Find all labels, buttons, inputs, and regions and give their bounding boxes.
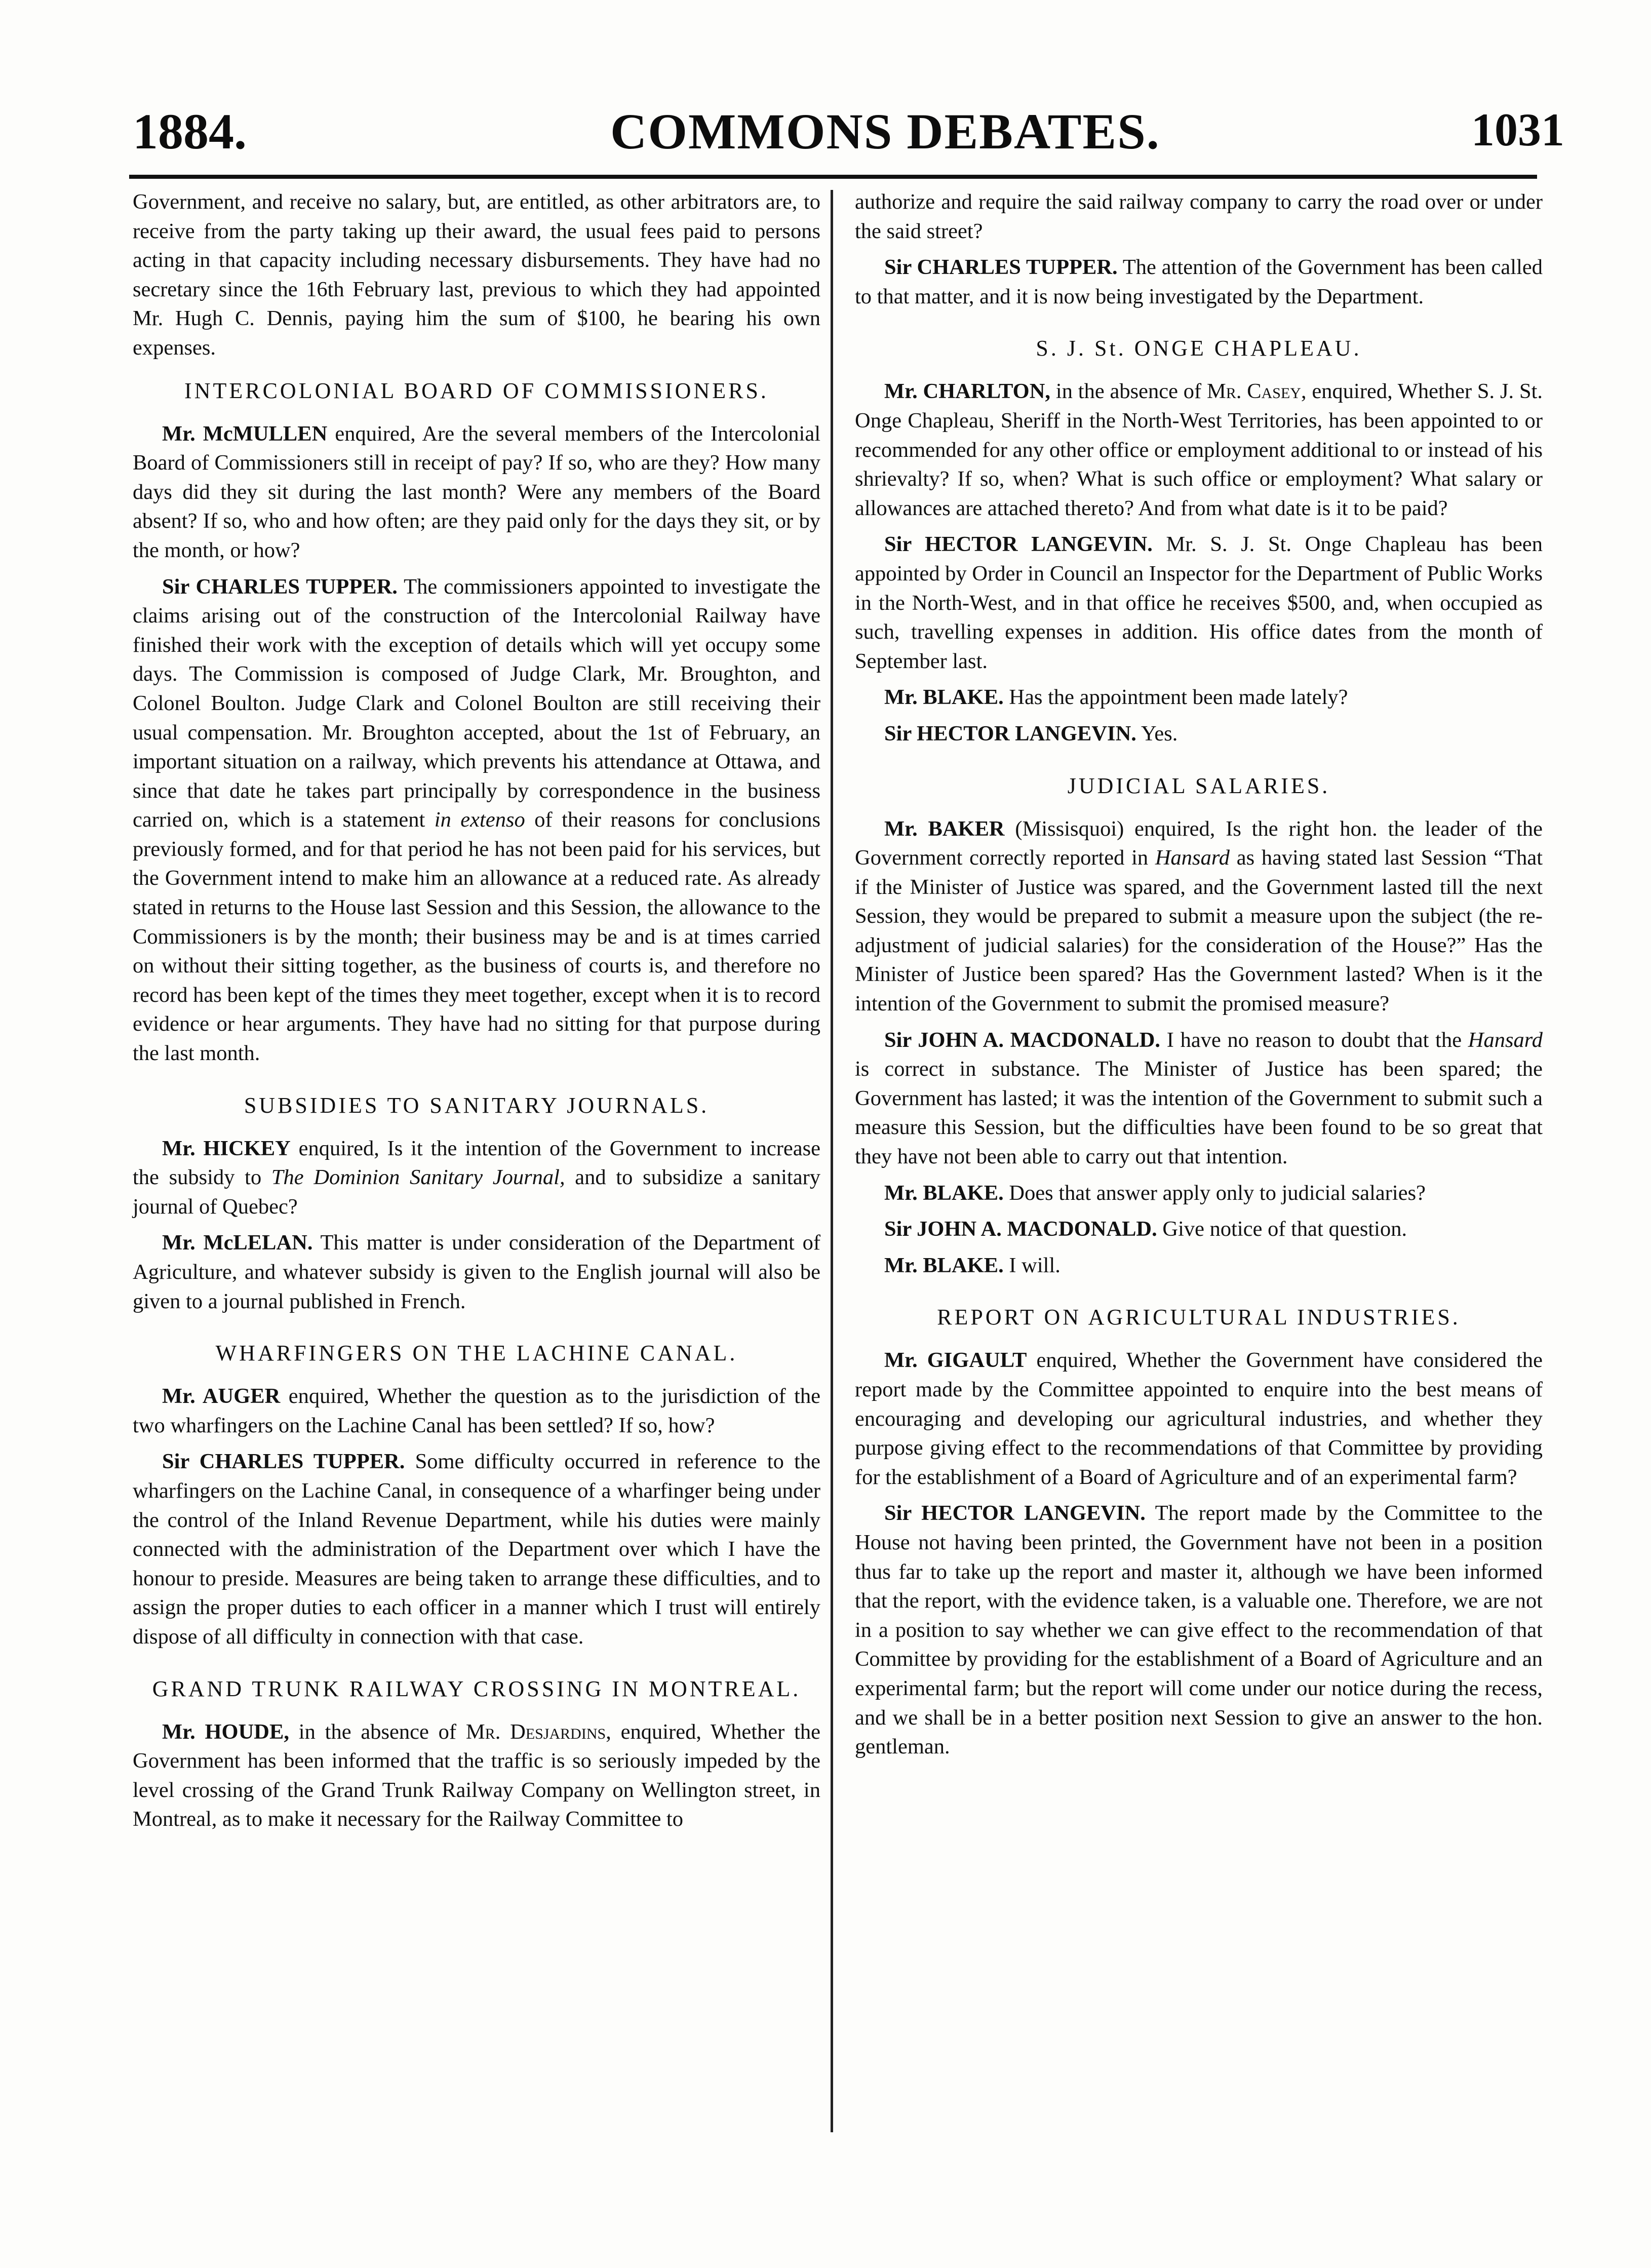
header-title: COMMONS DEBATES. (610, 103, 1160, 160)
paragraph-text: I have no reason to doubt that the (1166, 1028, 1462, 1052)
paragraph-text: enquired, Whether S. J. St. Onge Chapleau, Sheriff in the North-West Territories, has been appointed to or recommended for any other office or employment additional to or instead of his shrievalty? If so, when? What is such office or employment? What salary or allowances are attached thereto? And from what date is it to be paid? (855, 379, 1543, 520)
paragraph-text: Does that answer apply only to judicial salaries? (1009, 1181, 1426, 1205)
paragraph (133, 1134, 820, 1222)
paragraph-text: Has the appointment been made lately? (1009, 685, 1348, 710)
speaker-name: Sir HECTOR LANGEVIN. (884, 1501, 1146, 1526)
paragraph (133, 1228, 820, 1316)
small-caps-name: Mr. Casey, (1207, 379, 1307, 404)
paragraph-text: enquired, Are the several members of the Intercolonial Board of Commissioners still in receipt of pay? If so, who are they? How many days did they sit during the last month? Were any members of the Board absent? If so, who and how often; are they paid only for the days they sit, or by the month, or how? (133, 421, 821, 562)
section-heading: WHARFINGERS ON THE LACHINE CANAL. (215, 1341, 738, 1366)
paragraph-text: Some difficulty occurred in reference to the wharfingers on the Lachine Canal, in consequence of a wharfinger being under the control of the Inland Revenue Department, while his duties were mainly connected with the administration of the Department over which I have the honour to preside. Measures are being taken to arrange these difficulties, and to assign the proper duties to each officer in a manner which I trust will entirely dispose of all difficulty in connection with that case. (133, 1450, 820, 1649)
paragraph-text: enquired, Whether the Government has been informed that the traffic is so seriously impeded by the level crossing of the Grand Trunk Railway Company on Wellington street, in Montreal, as to make it necessary for the Railway Committee to (133, 1719, 821, 1831)
paragraph (855, 814, 1543, 1019)
italic-text: in extenso (434, 808, 525, 832)
paragraph-text: (Missisquoi) enquired, Is the right hon. the leader of the Government correctly reported in (855, 816, 1543, 870)
header-rule (129, 175, 1537, 179)
speaker-name: Sir CHARLES TUPPER. (162, 574, 398, 599)
speaker-name: Mr. HOUDE, (162, 1719, 289, 1744)
italic-text: The Dominion Sanitary Journal, (271, 1165, 565, 1190)
paragraph-text: enquired, Is it the intention of the Government to increase the subsidy to (133, 1136, 820, 1190)
small-caps-name: Mr. Desjardins, (465, 1719, 611, 1744)
paragraph (133, 1447, 820, 1651)
paragraph (855, 187, 1543, 246)
speaker-name: Sir JOHN A. MACDONALD. (884, 1028, 1161, 1052)
paragraph-text: authorize and require the said railway company to carry the road over or under the said street? (855, 190, 1543, 243)
paragraph (133, 1382, 820, 1440)
column-divider (831, 190, 833, 2132)
paragraph (855, 530, 1543, 676)
section-heading: GRAND TRUNK RAILWAY CROSSING IN MONTREAL. (152, 1676, 801, 1701)
left-column (133, 187, 820, 1841)
paragraph (855, 1346, 1543, 1492)
paragraph (855, 719, 1543, 749)
header-page-number: 1031 (1471, 104, 1564, 155)
paragraph-text: enquired, Whether the question as to the jurisdiction of the two wharfingers on the Lachine Canal has been settled? If so, how? (133, 1384, 821, 1437)
speaker-name: Sir HECTOR LANGEVIN. (884, 721, 1136, 746)
paragraph-text: of their reasons for conclusions previously formed, and for that period he has not been paid for his services, but the Government intend to make him an allowance at a reduced rate. As already stated in returns to the House last Session and this Session, the allowance to the Commissioners is by the month; their business may be and is at times carried on without their sitting together, as the business of courts is, and therefore no record has been kept of the times they meet together, except when it is to record evidence or hear arguments. They have had no sitting for that purpose during the last month. (133, 808, 821, 1066)
paragraph-text: This matter is under consideration of the Department of Agriculture, and whatever subsidy is given to the English journal will also be given to a journal published in French. (133, 1231, 820, 1313)
speaker-name: Mr. HICKEY (162, 1136, 291, 1160)
speaker-name: Mr. CHARLTON, (884, 379, 1051, 404)
section-heading: REPORT ON AGRICULTURAL INDUSTRIES. (937, 1305, 1461, 1330)
speaker-name: Mr. GIGAULT (884, 1348, 1027, 1373)
paragraph (855, 1215, 1543, 1244)
paragraph-text: The report made by the Committee to the House not having been printed, the Government have not been in a position thus far to take up the report and master it, although we have been informed that the report, with the evidence taken, is a valuable one. Therefore, we are not in a position to say whether we can give effect to the recommendation of that Committee by providing for the establishment of a Board of Agriculture and an experimental farm; but the report will come under our notice during the recess, and we shall be in a better position next Session to give an answer to the hon. gentleman. (855, 1501, 1543, 1759)
paragraph (855, 1026, 1543, 1171)
italic-text: Hansard (1468, 1028, 1543, 1052)
paragraph (133, 187, 820, 363)
paragraph-text: Mr. S. J. St. Onge Chapleau has been appointed by Order in Council an Inspector for the Department of Public Works in the North-West, and in that office he receives $500, and, when occupied as such, travelling expenses in addition. His office dates from the month of September last. (855, 532, 1543, 673)
section-heading: SUBSIDIES TO SANITARY JOURNALS. (244, 1092, 710, 1118)
paragraph-text: is correct in substance. The Minister of Justice has been spared; the Government has lasted; it was the intention of the Government to submit such a measure this Session, but the difficulties have been found to be so great that they have not been able to carry out that intention. (855, 1057, 1543, 1169)
paragraph-text: Give notice of that question. (1162, 1217, 1407, 1241)
section-heading: JUDICIAL SALARIES. (1067, 773, 1330, 798)
paragraph-text: as having stated last Session “That if the Minister of Justice was spared, and the Government lasted till the next Session, they would be prepared to submit a measure upon the subject (the re-adjustment of judicial salaries) for the consideration of the House?” Has the Minister of Justice been spared? Has the Government lasted? When is it the intention of the Government to submit the promised measure? (855, 846, 1543, 1016)
paragraph-text: The attention of the Government has been called to that matter, and it is now being investigated by the Department. (855, 255, 1543, 308)
paragraph (133, 1717, 820, 1834)
paragraph-text: The commissioners appointed to investigate the claims arising out of the construction of the Intercolonial Railway have finished their work with the exception of details which will yet occupy some days. The Commission is composed of Judge Clark, Mr. Broughton, and Colonel Boulton. Judge Clark and Colonel Boulton are still receiving their usual compensation. Mr. Broughton accepted, about the 1st of February, an important situation on a railway, which prevents his attendance at Ottawa, and since that date he takes part principally by correspondence in the business carried on, which is a statement (133, 574, 820, 832)
speaker-name: Sir JOHN A. MACDONALD. (884, 1217, 1157, 1241)
speaker-name: Mr. BAKER (884, 816, 1005, 841)
paragraph (855, 377, 1543, 523)
speaker-name: Sir HECTOR LANGEVIN. (884, 532, 1153, 557)
paragraph-text: Government, and receive no salary, but, are entitled, as other arbitrators are, to receive from the party taking up their award, the usual fees paid to persons acting in that capacity including necessary disbursements. They have had no secretary since the 16th February last, previous to which they had appointed Mr. Hugh C. Dennis, paying him the sum of $100, he bearing his own expenses. (133, 190, 820, 360)
speaker-name: Mr. AUGER (162, 1384, 281, 1409)
speaker-name: Mr. McLELAN. (162, 1231, 313, 1255)
paragraph-text: in the absence of (1055, 379, 1202, 404)
paragraph (855, 1251, 1543, 1280)
header-year: 1884. (133, 103, 247, 160)
paragraph (133, 572, 820, 1068)
paragraph (133, 419, 820, 565)
paragraph-text: I will. (1009, 1253, 1060, 1277)
italic-text: Hansard (1155, 846, 1230, 870)
speaker-name: Mr. BLAKE. (884, 685, 1004, 710)
section-heading: INTERCOLONIAL BOARD OF COMMISSIONERS. (184, 378, 769, 403)
speaker-name: Mr. BLAKE. (884, 1181, 1004, 1205)
speaker-name: Mr. BLAKE. (884, 1253, 1004, 1277)
paragraph (855, 1179, 1543, 1208)
paragraph-text: in the absence of (298, 1719, 457, 1744)
paragraph-text: Yes. (1141, 721, 1178, 746)
section-heading: S. J. St. ONGE CHAPLEAU. (1036, 336, 1362, 361)
speaker-name: Mr. McMULLEN (162, 421, 328, 446)
paragraph-text: enquired, Whether the Government have considered the report made by the Committee appointed to enquire into the best means of encouraging and developing our agricultural industries, and whether they purpose giving effect to the recommendations of that Committee by providing for the establishment of a Board of Agriculture and of an experimental farm? (855, 1348, 1543, 1489)
paragraph (855, 253, 1543, 311)
paragraph (855, 683, 1543, 712)
right-column (855, 187, 1543, 1769)
paragraph (855, 1499, 1543, 1761)
speaker-name: Sir CHARLES TUPPER. (884, 255, 1118, 280)
speaker-name: Sir CHARLES TUPPER. (162, 1450, 405, 1474)
paragraph-text: and to subsidize a sanitary journal of Quebec? (133, 1165, 820, 1219)
